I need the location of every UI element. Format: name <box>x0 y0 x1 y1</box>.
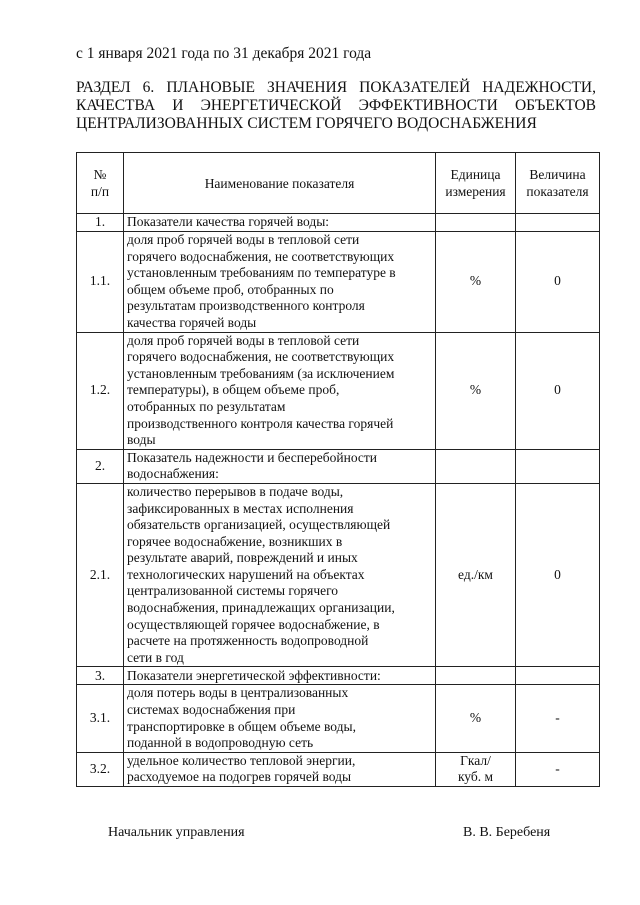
indicator-name-line: производственного контроля качества горячей <box>127 415 394 431</box>
row-unit <box>436 667 516 685</box>
indicator-name-line: результатам производственного контроля <box>127 298 365 314</box>
indicator-name-line: Показатель надежности и бесперебойности <box>127 449 378 465</box>
row-value <box>516 214 600 232</box>
row-value: 0 <box>516 332 600 449</box>
indicator-name-line: установленным требованиям по температуре в <box>127 265 396 281</box>
table-row <box>77 752 600 786</box>
indicator-name-line: отобранных по результатам <box>127 398 286 414</box>
table-body <box>77 214 600 787</box>
indicator-name-line: горячее водоснабжение, возникших в <box>127 533 343 549</box>
signature-name: В. В. Беребеня <box>463 825 551 840</box>
indicator-name-line: централизованной системы горячего <box>127 583 339 599</box>
section-title <box>76 79 596 133</box>
row-value: - <box>516 685 600 752</box>
row-unit: % <box>436 685 516 752</box>
row-unit <box>436 214 516 232</box>
row-unit: Гкал/ куб. м <box>436 752 516 786</box>
indicator-name-line: качества горячей воды <box>127 314 257 330</box>
row-number: 3. <box>77 667 124 685</box>
indicator-name-line: Показатели качества горячей воды: <box>127 214 330 230</box>
row-value: 0 <box>516 483 600 667</box>
table-row <box>77 214 600 232</box>
row-indicator-name <box>124 332 436 449</box>
row-number: 2. <box>77 449 124 483</box>
indicator-name-line: расчете на протяженность водопроводной <box>127 633 369 649</box>
row-number: 1.1. <box>77 232 124 333</box>
header-unit: Единица измерения <box>436 153 516 214</box>
indicator-name-line: воды <box>127 432 156 448</box>
row-unit: % <box>436 232 516 333</box>
row-unit: % <box>436 332 516 449</box>
indicator-name-line: температуры), в общем объеме проб, <box>127 382 340 398</box>
table-row <box>77 232 600 333</box>
indicator-name-line: доля проб горячей воды в тепловой сети <box>127 232 360 247</box>
row-number: 3.2. <box>77 752 124 786</box>
row-indicator-name <box>124 685 436 752</box>
indicator-name-line: транспортировке в общем объеме воды, <box>127 718 356 734</box>
indicator-name-line: Показатели энергетической эффективности: <box>127 667 381 683</box>
row-indicator-name <box>124 232 436 333</box>
row-value <box>516 667 600 685</box>
table-row <box>77 449 600 483</box>
table-row <box>77 332 600 449</box>
table-header-row <box>77 153 600 214</box>
section-title-line: РАЗДЕЛ 6. ПЛАНОВЫЕ ЗНАЧЕНИЯ ПОКАЗАТЕЛЕЙ НАДЕЖНОСТИ, <box>76 79 596 96</box>
header-number: № п/п <box>77 153 124 214</box>
row-number: 2.1. <box>77 483 124 667</box>
table-row <box>77 685 600 752</box>
document-period: с 1 января 2021 года по 31 декабря 2021 года <box>76 45 372 62</box>
signature-position: Начальник управления <box>108 825 245 840</box>
indicator-name-line: удельное количество тепловой энергии, <box>127 752 356 768</box>
table-row <box>77 483 600 667</box>
row-value <box>516 449 600 483</box>
row-unit <box>436 449 516 483</box>
indicator-name-line: водоснабжения: <box>127 466 219 482</box>
header-value: Величина показателя <box>516 153 600 214</box>
indicator-name-line: зафиксированных в местах исполнения <box>127 500 354 516</box>
indicator-name-line: общем объеме проб, отобранных по <box>127 281 334 297</box>
indicator-name-line: результате аварий, повреждений и иных <box>127 550 358 566</box>
section-title-line: КАЧЕСТВА И ЭНЕРГЕТИЧЕСКОЙ ЭФФЕКТИВНОСТИ ОБЪЕКТОВ <box>76 97 596 114</box>
indicator-name-line: поданной в водопроводную сеть <box>127 735 314 751</box>
indicator-name-line: количество перерывов в подаче воды, <box>127 483 344 499</box>
indicator-name-line: установленным требованиям (за исключением <box>127 365 395 381</box>
indicator-name-line: осуществляющей горячее водоснабжение, в <box>127 616 380 632</box>
indicator-name-line: горячего водоснабжения, не соответствующих <box>127 349 395 365</box>
indicator-name-line: доля потерь воды в централизованных <box>127 685 349 701</box>
indicator-name-line: технологических нарушений на объектах <box>127 566 365 582</box>
row-indicator-name <box>124 667 436 685</box>
row-indicator-name <box>124 483 436 667</box>
row-number: 1.2. <box>77 332 124 449</box>
indicator-name-line: водоснабжения, принадлежащих организации, <box>127 600 395 616</box>
section-title-line: ЦЕНТРАЛИЗОВАННЫХ СИСТЕМ ГОРЯЧЕГО ВОДОСНАБЖЕНИЯ <box>76 115 537 132</box>
row-indicator-name <box>124 752 436 786</box>
row-indicator-name <box>124 214 436 232</box>
row-indicator-name <box>124 449 436 483</box>
indicator-name-line: сети в год <box>127 649 184 665</box>
indicator-name-line: доля проб горячей воды в тепловой сети <box>127 332 360 348</box>
row-number: 3.1. <box>77 685 124 752</box>
indicators-table <box>76 152 600 787</box>
indicator-name-line: горячего водоснабжения, не соответствующих <box>127 248 395 264</box>
table-row <box>77 667 600 685</box>
header-indicator-name: Наименование показателя <box>124 153 436 214</box>
row-unit: ед./км <box>436 483 516 667</box>
row-number: 1. <box>77 214 124 232</box>
indicator-name-line: расходуемое на подогрев горячей воды <box>127 769 352 785</box>
row-value: 0 <box>516 232 600 333</box>
indicator-name-line: обязательств организацией, осуществляющей <box>127 517 391 533</box>
indicator-name-line: системах водоснабжения при <box>127 702 296 718</box>
row-value: - <box>516 752 600 786</box>
